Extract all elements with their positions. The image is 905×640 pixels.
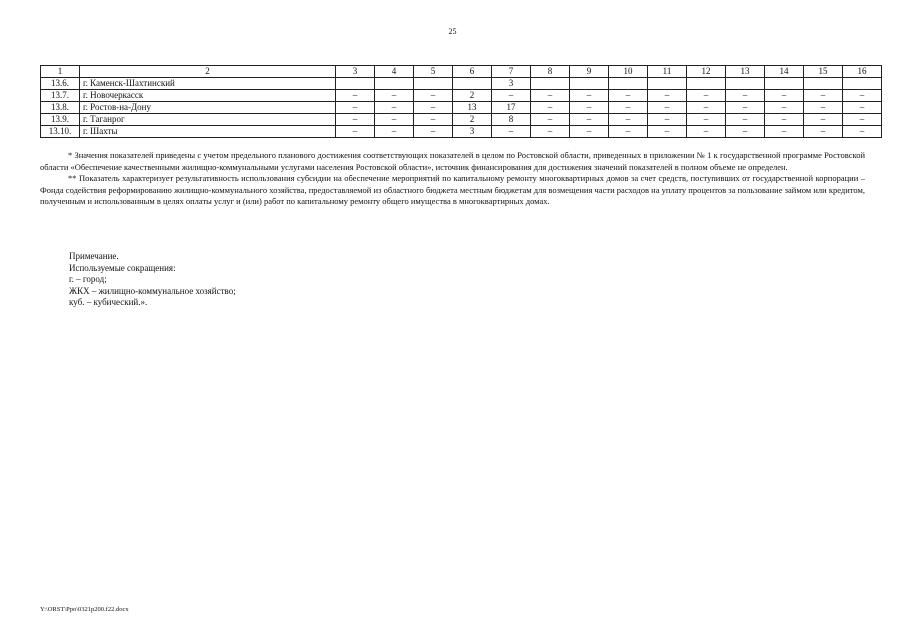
value-cell: – (843, 90, 882, 102)
value-cell (726, 78, 765, 90)
value-cell: – (843, 114, 882, 126)
value-cell (375, 78, 414, 90)
value-cell: – (648, 102, 687, 114)
column-header: 6 (453, 66, 492, 78)
value-cell: 8 (492, 114, 531, 126)
file-path: Y:\ORST\Ppo\0321p200.f22.docx (40, 606, 129, 613)
value-cell (648, 78, 687, 90)
value-cell: – (765, 90, 804, 102)
column-header: 2 (80, 66, 336, 78)
city-name-cell: г. Каменск-Шахтинский (80, 78, 336, 90)
value-cell: – (336, 90, 375, 102)
table-header-row (41, 66, 882, 78)
column-header: 9 (570, 66, 609, 78)
column-header: 13 (726, 66, 765, 78)
value-cell: – (492, 126, 531, 138)
column-header: 3 (336, 66, 375, 78)
column-header: 10 (609, 66, 648, 78)
value-cell: – (375, 90, 414, 102)
city-name-cell: г. Ростов-на-Дону (80, 102, 336, 114)
column-header: 12 (687, 66, 726, 78)
column-header: 5 (414, 66, 453, 78)
value-cell: – (765, 114, 804, 126)
value-cell: – (609, 126, 648, 138)
value-cell: 3 (492, 78, 531, 90)
value-cell: – (726, 90, 765, 102)
column-header: 7 (492, 66, 531, 78)
footnotes (40, 150, 865, 208)
column-header: 15 (804, 66, 843, 78)
value-cell: – (804, 102, 843, 114)
value-cell (609, 78, 648, 90)
value-cell (336, 78, 375, 90)
value-cell (414, 78, 453, 90)
city-name-cell: г. Шахты (80, 126, 336, 138)
row-number-cell: 13.10. (41, 126, 80, 138)
value-cell: – (492, 90, 531, 102)
city-name-cell: г. Новочеркасск (80, 90, 336, 102)
value-cell: – (531, 126, 570, 138)
value-cell: – (375, 102, 414, 114)
value-cell (687, 78, 726, 90)
value-cell: – (726, 114, 765, 126)
value-cell: – (648, 114, 687, 126)
remark-block (69, 251, 236, 309)
value-cell: – (687, 102, 726, 114)
value-cell: – (726, 126, 765, 138)
column-header: 4 (375, 66, 414, 78)
value-cell (531, 78, 570, 90)
value-cell: – (609, 102, 648, 114)
abbreviation-item: г. – город; (69, 274, 107, 284)
table-row (41, 90, 882, 102)
value-cell: – (531, 114, 570, 126)
value-cell: – (414, 102, 453, 114)
value-cell: – (687, 114, 726, 126)
value-cell: – (570, 90, 609, 102)
value-cell: – (648, 90, 687, 102)
value-cell: – (375, 126, 414, 138)
value-cell (453, 78, 492, 90)
value-cell: – (336, 114, 375, 126)
value-cell: – (726, 102, 765, 114)
value-cell: 2 (453, 114, 492, 126)
remark-subtitle: Используемые сокращения: (69, 262, 176, 273)
remark-title: Примечание. (69, 251, 119, 261)
row-number-cell: 13.8. (41, 102, 80, 114)
value-cell: 17 (492, 102, 531, 114)
table-body (41, 78, 882, 138)
value-cell: – (609, 90, 648, 102)
value-cell: – (765, 126, 804, 138)
value-cell: – (843, 102, 882, 114)
column-header: 8 (531, 66, 570, 78)
table-row (41, 126, 882, 138)
value-cell: – (843, 126, 882, 138)
value-cell: – (414, 90, 453, 102)
value-cell: – (336, 102, 375, 114)
value-cell: – (648, 126, 687, 138)
footnote-double-asterisk: ** Показатель характеризует результативность использования субсидии на обеспечение мероприятий по капитальному ремонту многоквартирных домов за счет средств, поступивших от государственной корпорации – Фонда содействия реформированию жилищно-коммунального хозяйства, предоставляемой из областного бюджета местным бюджетам для возмещения части расходов на уплату процентов за пользование займом или кредитом, полученным и использованным в целях оплаты услуг и (или) работ по капитальному ремонту общего имущества в многоквартирных домах. (40, 173, 865, 206)
value-cell (570, 78, 609, 90)
data-table (40, 65, 882, 138)
footnote-single-asterisk: * Значения показателей приведены с учетом предельного планового достижения соответствующих показателей в целом по Ростовской области, приведенных в приложении № 1 к государственной программе Ростовской области «Обеспечение качественными жилищно-коммунальными услугами населения Ростовской области», источник финансирования для достижения значений показателей в полном объеме не определен. (40, 150, 865, 172)
value-cell (765, 78, 804, 90)
value-cell (843, 78, 882, 90)
value-cell: – (570, 126, 609, 138)
row-number-cell: 13.6. (41, 78, 80, 90)
value-cell: – (687, 126, 726, 138)
column-header: 14 (765, 66, 804, 78)
column-header: 16 (843, 66, 882, 78)
value-cell: – (531, 102, 570, 114)
value-cell: 2 (453, 90, 492, 102)
value-cell (804, 78, 843, 90)
row-number-cell: 13.7. (41, 90, 80, 102)
value-cell: – (531, 90, 570, 102)
abbreviation-item: ЖКХ – жилищно-коммунальное хозяйство; (69, 285, 236, 296)
value-cell: – (375, 114, 414, 126)
value-cell: – (804, 126, 843, 138)
value-cell: – (570, 114, 609, 126)
value-cell: – (765, 102, 804, 114)
row-number-cell: 13.9. (41, 114, 80, 126)
value-cell: – (609, 114, 648, 126)
column-header: 11 (648, 66, 687, 78)
value-cell: – (336, 126, 375, 138)
table-row (41, 114, 882, 126)
city-name-cell: г. Таганрог (80, 114, 336, 126)
column-header: 1 (41, 66, 80, 78)
table-row (41, 78, 882, 90)
table-row (41, 102, 882, 114)
value-cell: 13 (453, 102, 492, 114)
value-cell: – (414, 126, 453, 138)
page-number: 25 (448, 27, 457, 36)
value-cell: – (687, 90, 726, 102)
value-cell: – (414, 114, 453, 126)
value-cell: 3 (453, 126, 492, 138)
abbreviation-item: куб. – кубический.». (69, 297, 148, 307)
value-cell: – (804, 114, 843, 126)
value-cell: – (570, 102, 609, 114)
value-cell: – (804, 90, 843, 102)
